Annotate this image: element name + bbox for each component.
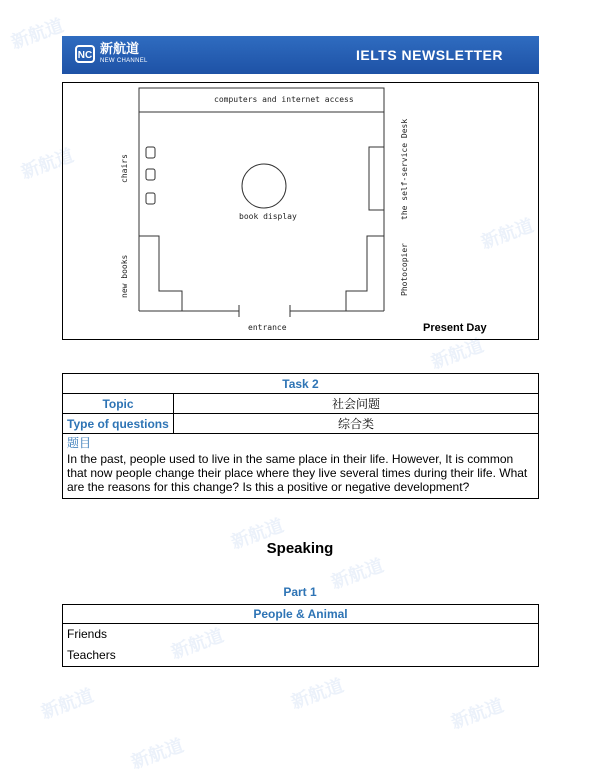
watermark: 新航道 xyxy=(228,515,287,553)
watermark: 新航道 xyxy=(478,215,537,253)
question-cell xyxy=(63,434,539,499)
photocopier-area xyxy=(346,236,384,311)
watermark: 新航道 xyxy=(168,625,227,663)
map-caption: Present Day xyxy=(423,322,487,334)
self-service-label: the self-service Desk xyxy=(400,118,409,220)
chair xyxy=(146,147,155,158)
floor-plan-map xyxy=(62,82,539,340)
floor-plan-drawing xyxy=(63,83,540,341)
question-label: 题目 xyxy=(67,436,92,450)
task-title: Task 2 xyxy=(63,374,539,394)
watermark: 新航道 xyxy=(428,335,487,373)
entrance-label: entrance xyxy=(248,323,287,332)
watermark: 新航道 xyxy=(288,675,347,713)
watermark: 新航道 xyxy=(38,685,97,723)
newsletter-title: IELTS NEWSLETTER xyxy=(356,47,503,63)
book-display-label: book display xyxy=(239,212,297,221)
book-display-circle xyxy=(242,164,286,208)
topic-label: Topic xyxy=(63,394,174,414)
part-heading: Part 1 xyxy=(283,585,317,599)
topic-value: 社会问题 xyxy=(174,394,539,414)
watermark: 新航道 xyxy=(128,735,187,773)
task2-table xyxy=(62,373,539,499)
type-label: Type of questions xyxy=(63,414,174,434)
speaking-heading: Speaking xyxy=(266,540,334,557)
chairs-label: chairs xyxy=(120,154,129,183)
question-text: In the past, people used to live in the same place in their life. However, It is common that now people change their place where they live several times during their life. What are the reasons for this change? Is this a positive or negative development? xyxy=(67,452,528,494)
speaking-table-title: People & Animal xyxy=(63,605,539,624)
watermark: 新航道 xyxy=(328,555,387,593)
logo-cn: 新航道 xyxy=(100,41,140,56)
computers-label: computers and internet access xyxy=(214,95,354,104)
watermark: 新航道 xyxy=(448,695,507,733)
logo-en: NEW CHANNEL xyxy=(100,58,148,64)
newsletter-header xyxy=(62,36,539,74)
photocopier-label: Photocopier xyxy=(400,243,409,296)
chair xyxy=(146,193,155,204)
self-service-desk xyxy=(369,147,384,210)
topic-item: Teachers xyxy=(63,644,539,667)
new-books-shelf xyxy=(139,236,182,311)
topic-item: Friends xyxy=(63,624,539,645)
watermark: 新航道 xyxy=(18,145,77,183)
logo xyxy=(100,43,148,67)
chair xyxy=(146,169,155,180)
logo-mark: NC xyxy=(75,45,95,63)
watermark: 新航道 xyxy=(8,15,67,53)
speaking-topic-table xyxy=(62,604,539,667)
new-books-label: new books xyxy=(120,254,129,298)
type-value: 综合类 xyxy=(174,414,539,434)
